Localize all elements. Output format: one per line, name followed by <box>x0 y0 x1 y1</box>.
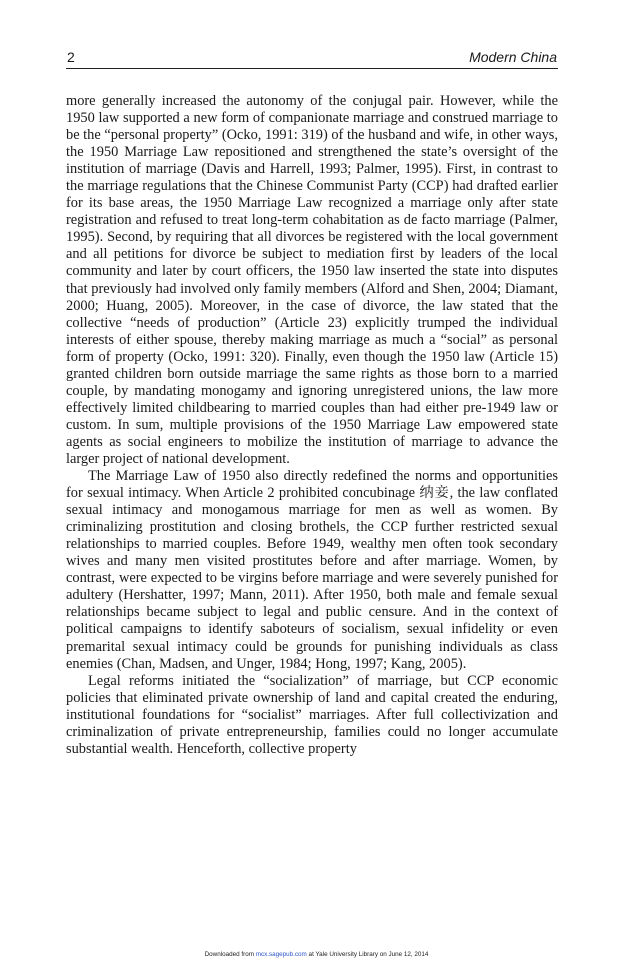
footer-prefix: Downloaded from <box>204 951 256 958</box>
journal-title: Modern China <box>469 49 557 65</box>
download-footer <box>0 951 633 958</box>
paragraph-legal-reforms: Legal reforms initiated the “socialization” of marriage, but CCP economic policies that eliminated private ownership of land and capital created the enduring, institutional foundations for “socialist” marriages. After full collectivization and criminalization of private entrepreneurship, families could no longer accumulate substantial wealth. Henceforth, collective property <box>66 672 558 757</box>
running-header <box>66 48 558 69</box>
paragraph-continued: more generally increased the autonomy of the conjugal pair. However, while the 1950 law supported a new form of companionate marriage and construed marriage to be the “personal property” (Ocko, 1991: 319) of the husband and wife, in other ways, the 1950 Marriage Law repositioned and strengthened the state’s oversight of the institution of marriage (Davis and Harrell, 1993; Palmer, 1995). First, in contrast to the marriage regulations that the Chinese Communist Party (CCP) had drafted earlier for its base areas, the 1950 Marriage Law recognized a marriage only after state registration and refused to treat long-term cohabitation as de facto marriage (Palmer, 1995). Second, by requiring that all divorces be registered with the local government and all petitions for divorce be subject to mediation first by leaders of the local community and later by court officers, the 1950 law inserted the state into disputes that previously had involved only family members (Alford and Shen, 2004; Diamant, 2000; Huang, 2005). Moreover, in the case of divorce, the law stated that the collective “needs of production” (Article 23) explicitly trumped the individual interests of either spouse, thereby making marriage as much a “social” as personal form of property (Ocko, 1991: 320). Finally, even though the 1950 law (Article 15) granted children born outside marriage the same rights as those born to a married couple, by mandating monogamy and ignoring unregistered unions, the law more effectively limited childbearing to married couples than had either pre-1949 law or custom. In sum, multiple provisions of the 1950 Marriage Law empowered state agents as social engineers to mobilize the institution of marriage to advance the larger project of national development. <box>66 93 558 467</box>
article-body <box>66 93 558 758</box>
footer-link[interactable]: mcx.sagepub.com <box>255 951 307 958</box>
page-number: 2 <box>67 49 75 65</box>
footer-suffix: at Yale University Library on June 12, 2014 <box>306 951 429 958</box>
paragraph-sexual-intimacy: The Marriage Law of 1950 also directly redefined the norms and opportunities for sexual intimacy. When Article 2 prohibited concubinage 纳妾, the law conflated sexual intimacy and monogamous marriage for men as well as women. By criminalizing prostitution and closing brothels, the CCP further restricted sexual relationships to married couples. Before 1949, wealthy men often took secondary wives and many men visited prostitutes before and after marriage. Women, by contrast, were expected to be virgins before marriage and were severely punished for adultery (Hershatter, 1997; Mann, 2011). After 1950, both male and female sexual relationships became subject to legal and public censure. And in the context of political campaigns to identify saboteurs of socialism, sexual infidelity or even premarital sexual intimacy could be grounds for punishing individuals as class enemies (Chan, Madsen, and Unger, 1984; Hong, 1997; Kang, 2005). <box>66 468 558 672</box>
